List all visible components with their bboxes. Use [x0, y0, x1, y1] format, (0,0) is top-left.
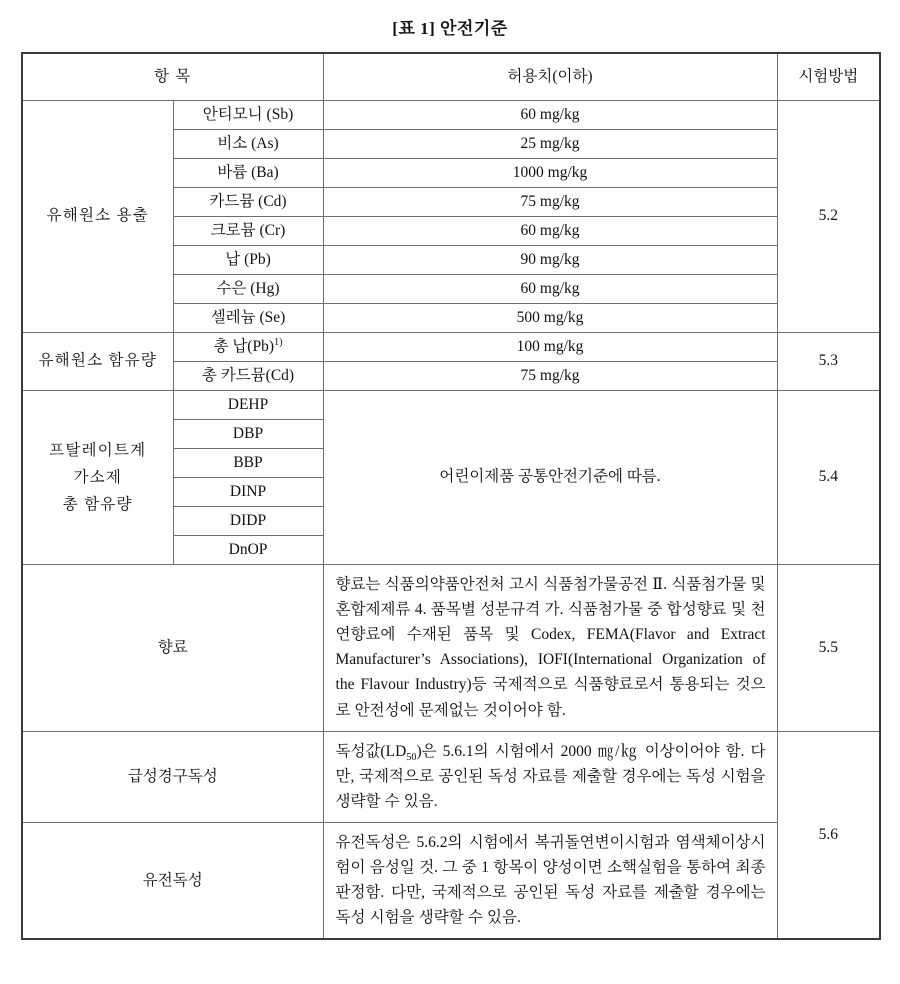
item-name: 수은 (Hg) — [173, 275, 323, 304]
limit-value: 500 mg/kg — [323, 304, 777, 333]
table-row — [22, 333, 880, 362]
description-text: 유전독성은 5.6.2의 시험에서 복귀돌연변이시험과 염색체이상시험이 음성일 것. 그 중 1 항목이 양성이면 소핵실험을 통하여 최종 판정함. 다만, 국제적으로 공인된 독성 자료를 제출할 경우에는 독성 시험을 생략할 수 있음. — [335, 833, 766, 927]
group-label-acute-oral-toxicity: 급성경구독성 — [22, 731, 323, 822]
group-label-genotoxicity: 유전독성 — [22, 822, 323, 939]
limit-value: 100 mg/kg — [323, 333, 777, 362]
item-name: DINP — [173, 478, 323, 507]
item-name-text: 총 납(Pb) — [213, 337, 274, 355]
group-label-line: 총 함유량 — [62, 496, 133, 514]
limit-description-genotoxicity — [323, 822, 777, 939]
limit-value: 75 mg/kg — [323, 188, 777, 217]
limit-value: 25 mg/kg — [323, 130, 777, 159]
safety-standard-table-wrapper — [21, 52, 879, 940]
ld50-subscript: 50 — [406, 751, 417, 763]
test-method: 5.4 — [777, 391, 880, 565]
limit-value: 60 mg/kg — [323, 101, 777, 130]
item-name: 셀레늄 (Se) — [173, 304, 323, 333]
table-row — [22, 731, 880, 822]
table-row — [22, 822, 880, 939]
footnote-marker: 1) — [274, 336, 283, 348]
test-method: 5.6 — [777, 731, 880, 939]
group-label-heavy-metal-content: 유해원소 함유량 — [22, 333, 173, 391]
limit-description-flavoring — [323, 565, 777, 732]
item-name: 크로뮴 (Cr) — [173, 217, 323, 246]
item-name: DnOP — [173, 536, 323, 565]
item-name: DIDP — [173, 507, 323, 536]
test-method: 5.3 — [777, 333, 880, 391]
limit-value: 1000 mg/kg — [323, 159, 777, 188]
description-text-suffix: )은 5.6.1의 시험에서 2000 ㎎/㎏ 이상이어야 함. 다만, 국제적으로 공인된 독성 자료를 제출할 경우에는 독성 시험을 생략할 수 있음. — [335, 742, 766, 810]
limit-description-acute-oral-toxicity — [323, 731, 777, 822]
limit-value: 60 mg/kg — [323, 275, 777, 304]
group-label-phthalate-plasticizer — [22, 391, 173, 565]
table-row — [22, 391, 880, 420]
table-row — [22, 565, 880, 732]
page-title: [표 1] 안전기준 — [392, 19, 508, 38]
item-name: 카드뮴 (Cd) — [173, 188, 323, 217]
header-limit: 허용치(이하) — [323, 53, 777, 101]
item-name: 안티모니 (Sb) — [173, 101, 323, 130]
limit-value: 60 mg/kg — [323, 217, 777, 246]
item-name: DEHP — [173, 391, 323, 420]
group-label-heavy-metal-migration: 유해원소 용출 — [22, 101, 173, 333]
limit-value: 75 mg/kg — [323, 362, 777, 391]
description-text — [324, 732, 777, 822]
limit-value-merged: 어린이제품 공통안전기준에 따름. — [323, 391, 777, 565]
item-name: 총 카드뮴(Cd) — [173, 362, 323, 391]
description-text: 향료는 식품의약품안전처 고시 식품첨가물공전 Ⅱ. 식품첨가물 및 혼합제제류 4. 품목별 성분규격 가. 식품첨가물 중 합성향료 및 천연향료에 수재된 품목 및 Codex, FEMA(Flavor and Extract Manufacturer’s Associations), IOFI(International Organization of the Flavour Industry)등 국제적으로 식품향료로서 통용되는 것으로 안전성에 문제없는 것이어야 함. — [335, 576, 766, 719]
item-name: 납 (Pb) — [173, 246, 323, 275]
item-name: BBP — [173, 449, 323, 478]
table-row — [22, 101, 880, 130]
test-method: 5.5 — [777, 565, 880, 732]
table-header-row — [22, 53, 880, 101]
group-label-flavoring: 향료 — [22, 565, 323, 732]
item-name — [173, 333, 323, 362]
item-name: 바륨 (Ba) — [173, 159, 323, 188]
group-label-line: 가소제 — [73, 468, 123, 486]
description-text-prefix: 독성값(LD — [335, 742, 407, 760]
limit-value: 90 mg/kg — [323, 246, 777, 275]
header-item: 항 목 — [22, 53, 323, 101]
item-name: DBP — [173, 420, 323, 449]
header-method: 시험방법 — [777, 53, 880, 101]
item-name: 비소 (As) — [173, 130, 323, 159]
test-method: 5.2 — [777, 101, 880, 333]
safety-standard-table — [21, 52, 881, 940]
group-label-line: 프탈레이트계 — [49, 441, 147, 459]
